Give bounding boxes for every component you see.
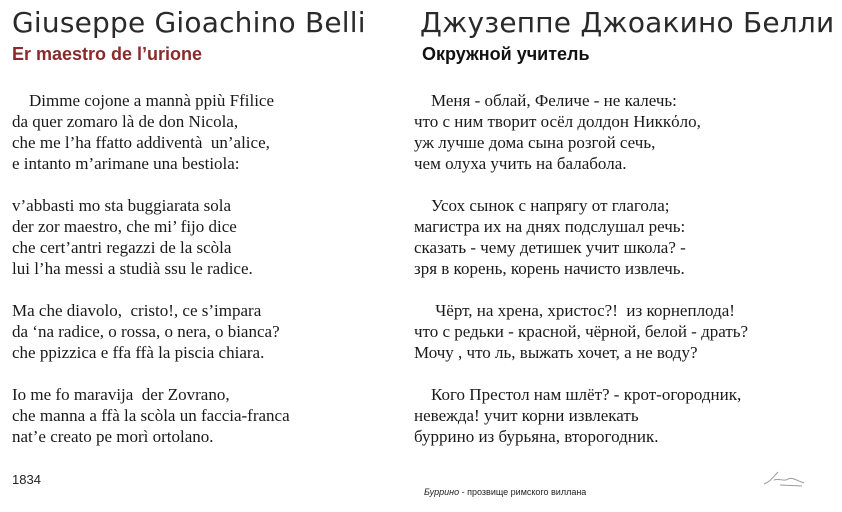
russian-poem-line: что с ним творит осёл долдон Никкόло, xyxy=(414,112,701,131)
footnote-term: Буррино xyxy=(424,487,460,497)
russian-poem-line: Меня - облай, Феличе - не калечь: xyxy=(414,91,677,110)
italian-poem-line: v’abbasti mo sta buggiarata sola xyxy=(12,196,232,215)
italian-poem-line: che cert’antri regazzi de la scòla xyxy=(12,238,232,257)
russian-poem-line: невежда! учит корни извлекать xyxy=(414,406,639,425)
italian-poem-line: che me l’ha ffatto addiventà un’alice, xyxy=(12,133,270,152)
italian-poem-line: che ppizzica e ffa ffà la piscia chiara. xyxy=(12,343,265,362)
italian-poem-line: nat’e creato pe morì ortolano. xyxy=(12,427,214,446)
russian-poem-line: Мочу , что ль, выжать хочет, а не воду? xyxy=(414,343,698,362)
italian-poem-line: e intanto m’arimane una bestiola: xyxy=(12,154,240,173)
russian-stanza xyxy=(414,384,748,447)
russian-poem-line: Усох сынок с напрягу от глагола; xyxy=(414,196,670,215)
russian-poem-line: чем олуха учить на балабола. xyxy=(414,154,627,173)
russian-author: Джузеппе Джоакино Белли xyxy=(420,6,835,39)
russian-poem-line: Чёрт, на хрена, христос?! из корнеплода! xyxy=(414,301,735,320)
signature-icon xyxy=(760,466,808,490)
italian-stanza xyxy=(12,384,290,447)
footnote xyxy=(424,487,586,497)
italian-column xyxy=(12,0,407,512)
italian-stanza xyxy=(12,90,290,174)
russian-poem-line: зря в корень, корень начисто извлечь. xyxy=(414,259,685,278)
italian-poem-line: lui l’ha messi a studià ssu le radice. xyxy=(12,259,253,278)
italian-stanza xyxy=(12,300,290,363)
footnote-text: - прозвище римского виллана xyxy=(459,487,587,497)
russian-poem-line: магистра их на днях подслушал речь: xyxy=(414,217,686,236)
russian-stanza xyxy=(414,300,748,363)
italian-poem-line: da ‘na radice, o rossa, o nera, o bianca? xyxy=(12,322,280,341)
russian-poem-line: буррино из бурьяна, второгодник. xyxy=(414,427,659,446)
russian-poem-line: сказать - чему детишек учит школа? - xyxy=(414,238,686,257)
italian-poem-line: Io me fo maravija der Zovrano, xyxy=(12,385,230,404)
russian-stanza xyxy=(414,90,748,174)
italian-title: Er maestro de l’urione xyxy=(12,44,203,64)
russian-poem-line: Кого Престол нам шлёт? - крот-огородник, xyxy=(414,385,742,404)
russian-title: Окружной учитель xyxy=(422,44,590,64)
italian-author: Giuseppe Gioachino Belli xyxy=(12,6,366,39)
italian-poem-line: Ma che diavolo, cristo!, ce s’impara xyxy=(12,301,262,320)
italian-poem-line: che manna a ffà la scòla un faccia-franca xyxy=(12,406,290,425)
italian-poem-line: da quer zomaro là de don Nicola, xyxy=(12,112,239,131)
italian-stanza xyxy=(12,195,290,279)
russian-column xyxy=(414,0,834,512)
russian-stanza xyxy=(414,195,748,279)
russian-poem xyxy=(414,90,748,468)
italian-poem-line: der zor maestro, che mi’ fijo dice xyxy=(12,217,237,236)
italian-poem xyxy=(12,90,290,468)
year: 1834 xyxy=(12,472,41,487)
italian-poem-line: Dimme cojone a mannà ppiù Ffilice xyxy=(12,91,275,110)
russian-poem-line: что с редьки - красной, чёрной, белой - драть? xyxy=(414,322,749,341)
russian-poem-line: уж лучше дома сына розгой сечь, xyxy=(414,133,656,152)
